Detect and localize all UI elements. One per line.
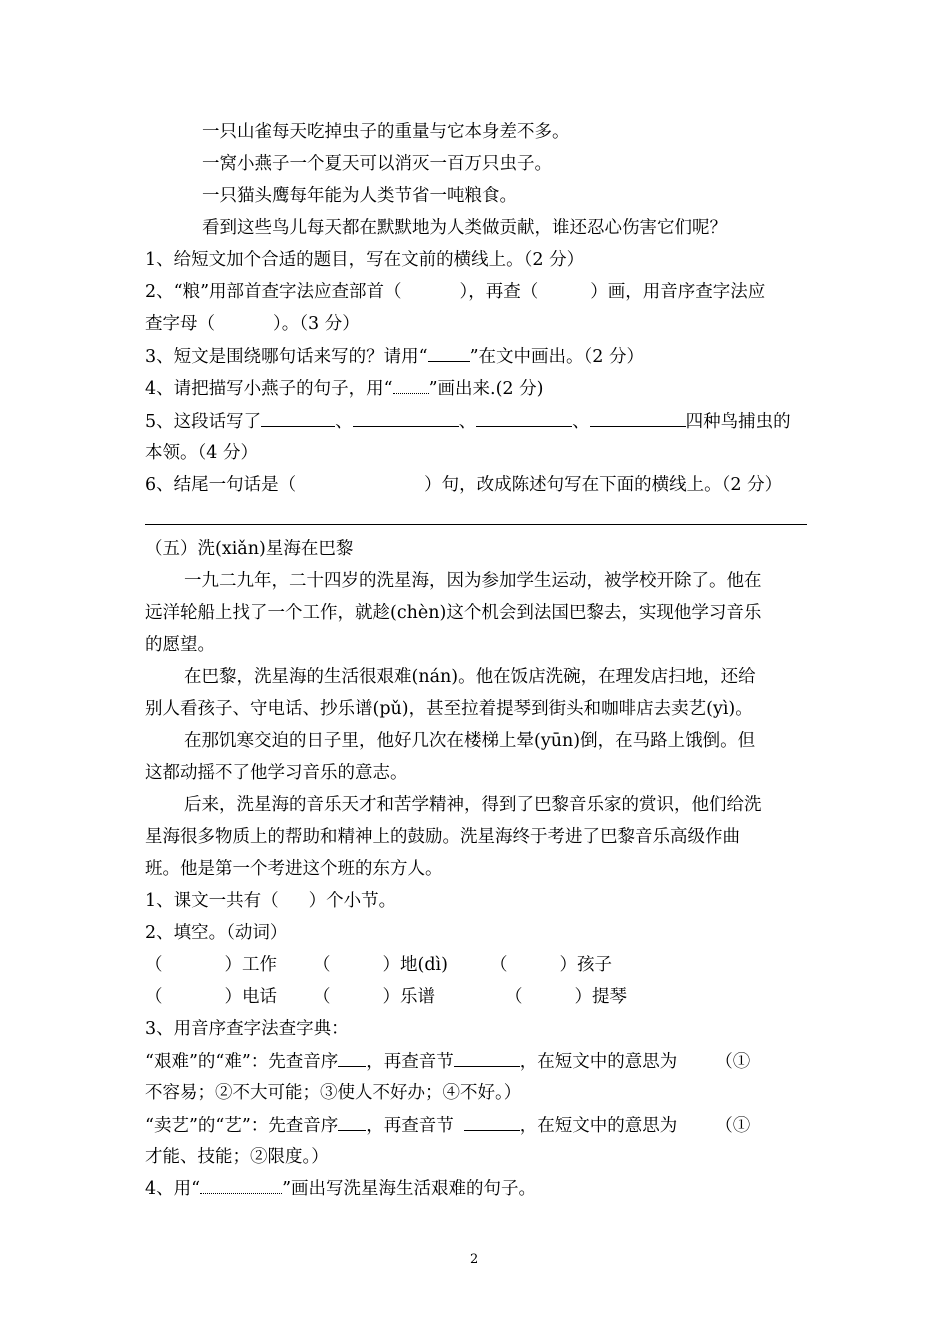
question-1: 1、课文一共有（ ）个小节。: [145, 891, 397, 911]
passage-line: 一窝小燕子一个夏天可以消灭一百万只虫子。: [202, 154, 552, 174]
question-3-item: “艰难”的“难”：先查音序 ，再查音节 ，在短文中的意思为 （①: [145, 1052, 751, 1072]
passage-line: 一只山雀每天吃掉虫子的重量与它本身差不多。: [202, 122, 570, 142]
question-3: 3、用音序查字法查字典：: [145, 1019, 349, 1039]
question-1: 1、给短文加个合适的题目，写在文前的横线上。（2 分）: [145, 250, 585, 270]
answer-blank[interactable]: [353, 410, 459, 427]
question-4: 4、用“ ”画出写洗星海生活艰难的句子。: [145, 1179, 537, 1199]
paragraph-line: 星海很多物质上的帮助和精神上的鼓励。洗星海终于考进了巴黎音乐高级作曲: [145, 827, 740, 847]
answer-blank[interactable]: [454, 1050, 520, 1067]
question-5-cont: 本领。（4 分）: [145, 443, 258, 463]
paragraph-line: 这都动摇不了他学习音乐的意志。: [145, 763, 408, 783]
question-3-item: “卖艺”的“艺”：先查音序 ，再查音节 ，在短文中的意思为 （①: [145, 1116, 751, 1136]
paragraph-line: 班。他是第一个考进这个班的东方人。: [145, 859, 443, 879]
question-3: 3、短文是围绕哪句话来写的？请用“ ”在文中画出。（2 分）: [145, 347, 644, 367]
question-2: 2、填空。（动词）: [145, 923, 288, 943]
question-5: 5、这段话写了 、 、 、 四种鸟捕虫的: [145, 412, 791, 432]
question-3-item-cont: 才能、技能；②限度。）: [145, 1147, 329, 1167]
question-2: 2、“粮”用部首查字法应查部首（ ），再查（ ）画，用音序查字法应: [145, 282, 766, 302]
answer-line[interactable]: [145, 524, 807, 525]
fill-row: （ ）电话 （ ）乐谱 （ ）提琴: [145, 987, 627, 1007]
passage-line: 看到这些鸟儿每天都在默默地为人类做贡献，谁还忍心伤害它们呢？: [202, 218, 727, 238]
section-title: （五）洗(xiǎn)星海在巴黎: [145, 539, 354, 559]
wavy-underline-mark: [200, 1179, 282, 1194]
answer-blank[interactable]: [464, 1114, 520, 1131]
answer-blank[interactable]: [261, 410, 335, 427]
answer-blank[interactable]: [338, 1050, 366, 1067]
paragraph-line: 的愿望。: [145, 635, 215, 655]
paragraph-line: 在巴黎，洗星海的生活很艰难(nán)。他在饭店洗碗，在理发店扫地，还给: [184, 667, 756, 687]
answer-blank[interactable]: [338, 1114, 366, 1131]
question-2-cont: 查字母（ ）。（3 分）: [145, 314, 360, 334]
passage-line: 一只猫头鹰每年能为人类节省一吨粮食。: [202, 186, 517, 206]
paragraph-line: 远洋轮船上找了一个工作，就趁(chèn)这个机会到法国巴黎去，实现他学习音乐: [145, 603, 762, 623]
paragraph-line: 一九二九年，二十四岁的洗星海，因为参加学生运动，被学校开除了。他在: [184, 571, 762, 591]
question-4: 4、请把描写小燕子的句子，用“ ”画出来.(2 分): [145, 379, 544, 399]
paragraph-line: 别人看孩子、守电话、抄乐谱(pǔ)，甚至拉着提琴到街头和咖啡店去卖艺(yì)。: [145, 699, 753, 719]
paragraph-line: 在那饥寒交迫的日子里，他好几次在楼梯上晕(yūn)倒，在马路上饿倒。但: [184, 731, 756, 751]
fill-row: （ ）工作 （ ）地(dì) （ ）孩子: [145, 955, 612, 975]
question-6: 6、结尾一句话是（ ）句，改成陈述句写在下面的横线上。（2 分）: [145, 475, 783, 495]
answer-blank[interactable]: [590, 410, 686, 427]
paragraph-line: 后来，洗星海的音乐天才和苦学精神，得到了巴黎音乐家的赏识，他们给洗: [184, 795, 762, 815]
underline-mark: [428, 345, 470, 362]
question-3-item-cont: 不容易；②不大可能；③使人不好办；④不好。）: [145, 1083, 522, 1103]
answer-blank[interactable]: [476, 410, 572, 427]
page-number: 2: [470, 1252, 479, 1267]
wavy-underline-mark: [393, 379, 429, 394]
